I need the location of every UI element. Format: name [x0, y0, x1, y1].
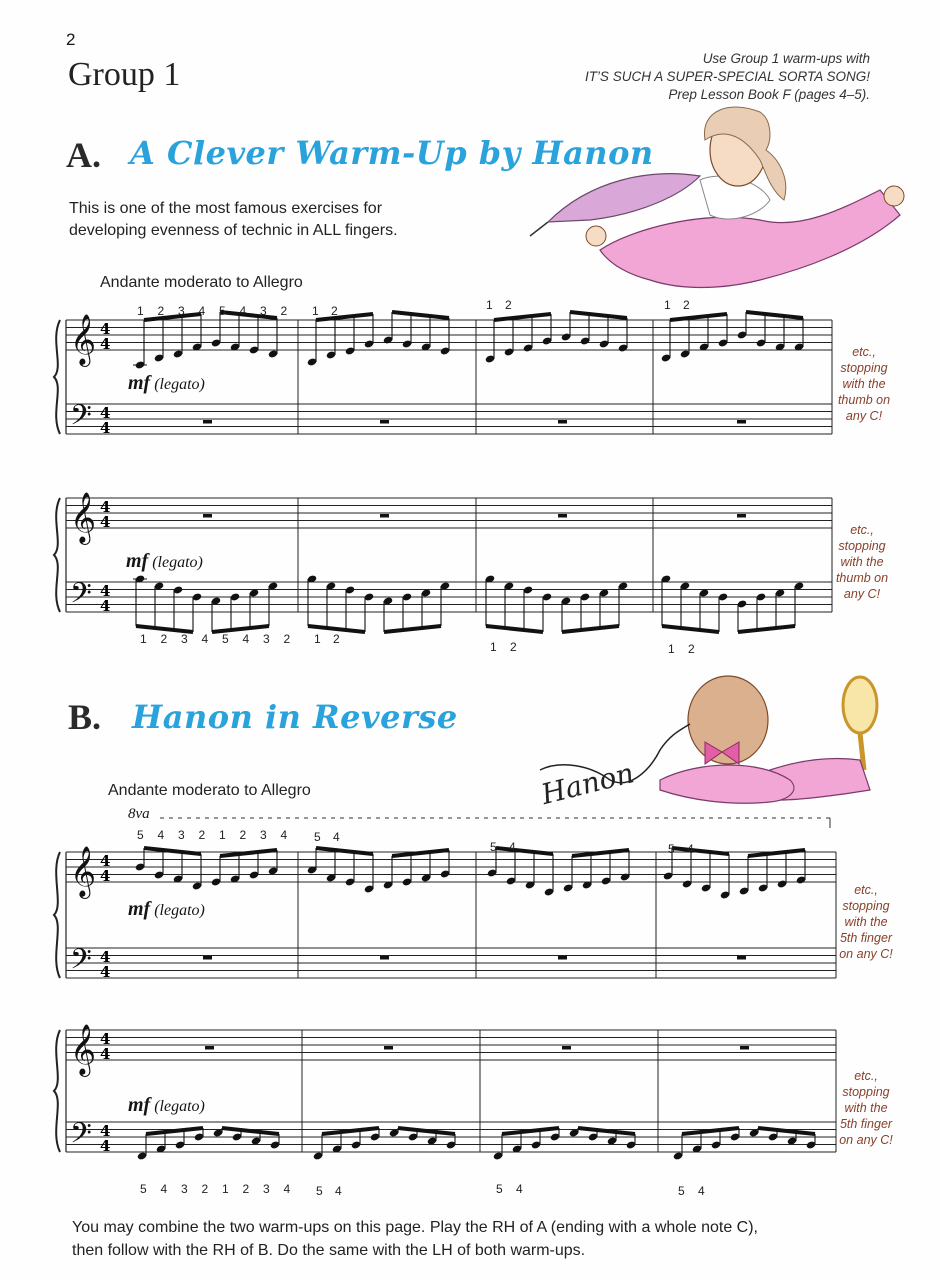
section-b-title: Hanon in Reverse [132, 698, 458, 736]
dynamic-symbol: mf [128, 372, 151, 394]
time-signature-top: 4 [100, 1122, 111, 1140]
bass-clef: 𝄢 [70, 399, 92, 439]
time-signature-top: 4 [100, 852, 111, 870]
treble-clef: 𝄞 [70, 1024, 97, 1075]
fingering-number: 1 [486, 298, 493, 312]
footer-instructions [72, 1216, 758, 1262]
fingering-number: 4 [335, 1184, 342, 1198]
fingering-number: 3 [260, 828, 267, 842]
fingering-number: 2 [201, 1182, 209, 1196]
dynamic-symbol: mf [128, 1094, 151, 1116]
etc-line: on any C! [839, 1133, 893, 1147]
intro-line-2: developing evenness of technic in ALL fingers. [69, 222, 398, 239]
fingering-number: 1 [490, 640, 497, 654]
etc-line: etc., [850, 523, 874, 537]
time-signature-bottom: 4 [100, 597, 111, 615]
beam [322, 1128, 379, 1134]
fingering-number: 1 [222, 1182, 229, 1196]
fingering-number: 5 [222, 632, 229, 646]
fingering-number: 5 [219, 304, 226, 318]
fingering-number: 4 [516, 1182, 523, 1196]
time-signature-bottom: 4 [100, 1137, 111, 1155]
beam [570, 312, 627, 318]
fingering-number: 4 [280, 828, 288, 842]
beam [316, 848, 373, 854]
fingering-number: 5 [678, 1184, 685, 1198]
fingering-number: 2 [157, 304, 165, 318]
beam [494, 314, 551, 320]
fingering-number: 1 [137, 304, 144, 318]
fingering-number: 2 [333, 632, 340, 646]
treble-clef: 𝄞 [70, 492, 97, 543]
fingering-number: 2 [505, 298, 512, 312]
fingering-number: 2 [160, 632, 168, 646]
treble-clef: 𝄞 [70, 846, 97, 897]
etc-line: with the [844, 915, 888, 929]
section-b-tempo: Andante moderato to Allegro [108, 782, 311, 799]
fingering-number: 5 [490, 840, 497, 854]
time-signature-top: 4 [100, 320, 111, 338]
fingering-number: 1 [668, 642, 675, 656]
fingering-number: 2 [280, 304, 288, 318]
beam [746, 312, 803, 318]
etc-line: thumb on [837, 393, 891, 407]
whole-rest [737, 956, 746, 960]
fingering-number: 3 [181, 632, 188, 646]
time-signature-top: 4 [100, 1030, 111, 1048]
beam [384, 626, 441, 632]
beam [502, 1128, 559, 1134]
intro-line-1: This is one of the most famous exercises for [69, 200, 383, 217]
etc-line: on any C! [839, 947, 893, 961]
whole-rest [558, 956, 567, 960]
time-signature-bottom: 4 [100, 867, 111, 885]
beam [682, 1128, 739, 1134]
time-signature-top: 4 [100, 582, 111, 600]
beam [662, 626, 719, 632]
beam [496, 848, 553, 854]
section-a-title: A Clever Warm-Up by Hanon [130, 134, 654, 172]
etc-line: etc., [854, 883, 878, 897]
etc-line: 5th finger [839, 931, 893, 945]
fingering-number: 3 [263, 632, 270, 646]
etc-line: 5th finger [839, 1117, 893, 1131]
beam [144, 314, 201, 320]
brace [54, 498, 60, 612]
time-signature-bottom: 4 [100, 419, 111, 437]
brace [54, 1030, 60, 1152]
fingering-number: 5 [137, 828, 144, 842]
section-b-letter: B. [68, 697, 102, 737]
section-a-letter: A. [66, 135, 101, 175]
whole-rest [203, 956, 212, 960]
time-signature-bottom: 4 [100, 335, 111, 353]
time-signature-top: 4 [100, 948, 111, 966]
footer-line-2: then follow with the RH of B. Do the same with the LH of both warm-ups. [72, 1242, 586, 1259]
whole-rest [380, 420, 389, 424]
fingering-number: 2 [239, 828, 247, 842]
fingering-number: 5 [668, 842, 675, 856]
whole-rest [380, 514, 389, 518]
beam [316, 314, 373, 320]
whole-rest [203, 514, 212, 518]
treble-clef: 𝄞 [70, 314, 97, 365]
fingering-number: 2 [510, 640, 517, 654]
note-line-1: Use Group 1 warm-ups with [702, 51, 870, 66]
fingering-number: 2 [198, 828, 206, 842]
beam [738, 626, 795, 632]
etc-line: stopping [838, 539, 886, 553]
etc-line: etc., [852, 345, 876, 359]
dynamic-text: (legato) [154, 376, 205, 393]
beam [212, 626, 269, 632]
etc-line: stopping [842, 1085, 890, 1099]
fingering-number: 4 [201, 632, 209, 646]
note-line-3: Prep Lesson Book F (pages 4–5). [668, 87, 870, 102]
whole-rest [203, 420, 212, 424]
footer-line-1: You may combine the two warm-ups on this page. Play the RH of A (ending with a whole note C), [72, 1219, 758, 1236]
beam [144, 848, 201, 854]
fingering-number: 4 [509, 840, 516, 854]
dynamic-text: (legato) [154, 902, 205, 919]
fingering-number: 4 [283, 1182, 291, 1196]
dynamic-text: (legato) [154, 1098, 205, 1115]
note-line-2: IT’S SUCH A SUPER-SPECIAL SORTA SONG! [584, 69, 870, 84]
beam [562, 626, 619, 632]
fingering-number: 4 [239, 304, 247, 318]
whole-rest [737, 420, 746, 424]
section-a-tempo: Andante moderato to Allegro [100, 274, 303, 291]
fingering-number: 2 [688, 642, 695, 656]
whole-rest [384, 1046, 393, 1050]
fingering-number: 5 [496, 1182, 503, 1196]
fingering-number: 1 [140, 632, 147, 646]
etc-line: thumb on [835, 571, 889, 585]
etc-line: stopping [842, 899, 890, 913]
beam [670, 314, 727, 320]
beam [392, 312, 449, 318]
whole-rest [740, 1046, 749, 1050]
fingering-number: 3 [178, 828, 185, 842]
fingering-number: 1 [314, 632, 321, 646]
fingering-number: 4 [157, 828, 165, 842]
fingering-number: 1 [664, 298, 671, 312]
whole-rest [558, 514, 567, 518]
beam [220, 850, 277, 856]
beam [146, 1128, 203, 1134]
beam [672, 848, 729, 854]
fingering-number: 2 [283, 632, 291, 646]
beam [578, 1128, 635, 1134]
fingering-number: 2 [683, 298, 690, 312]
fingering-number: 3 [178, 304, 185, 318]
time-signature-top: 4 [100, 404, 111, 422]
brace [54, 320, 60, 434]
fingering-number: 3 [181, 1182, 188, 1196]
bass-clef: 𝄢 [70, 577, 92, 617]
etc-line: any C! [845, 409, 883, 423]
bass-clef: 𝄢 [70, 943, 92, 983]
dynamic-symbol: mf [128, 898, 151, 920]
dynamic-text: (legato) [152, 554, 203, 571]
brace [54, 852, 60, 978]
etc-line: stopping [840, 361, 888, 375]
time-signature-bottom: 4 [100, 1045, 111, 1063]
etc-line: etc., [854, 1069, 878, 1083]
fingering-number: 2 [242, 1182, 250, 1196]
beam [572, 850, 629, 856]
hanon-signature: Hanon [537, 756, 638, 812]
beam [222, 1128, 279, 1134]
whole-rest [558, 420, 567, 424]
group-title: Group 1 [68, 56, 181, 93]
whole-rest [562, 1046, 571, 1050]
page-number: 2 [66, 30, 76, 49]
whole-rest [205, 1046, 214, 1050]
fingering-number: 1 [312, 304, 319, 318]
fingering-number: 4 [198, 304, 206, 318]
beam [758, 1128, 815, 1134]
fingering-number: 4 [242, 632, 250, 646]
beam [392, 850, 449, 856]
fingering-number: 5 [316, 1184, 323, 1198]
fingering-number: 4 [698, 1184, 705, 1198]
fingering-number: 4 [687, 842, 694, 856]
beam [398, 1128, 455, 1134]
etc-line: with the [844, 1101, 888, 1115]
beam [748, 850, 805, 856]
etc-line: any C! [843, 587, 881, 601]
time-signature-top: 4 [100, 498, 111, 516]
etc-line: with the [842, 377, 886, 391]
etc-line: with the [840, 555, 884, 569]
fingering-number: 3 [263, 1182, 270, 1196]
fingering-number: 2 [331, 304, 338, 318]
time-signature-bottom: 4 [100, 963, 111, 981]
fingering-number: 3 [260, 304, 267, 318]
fingering-number: 4 [160, 1182, 168, 1196]
whole-rest [737, 514, 746, 518]
bass-clef: 𝄢 [70, 1117, 92, 1157]
time-signature-bottom: 4 [100, 513, 111, 531]
fingering-number: 1 [219, 828, 226, 842]
dynamic-symbol: mf [126, 550, 149, 572]
fingering-number: 5 [314, 830, 321, 844]
whole-rest [380, 956, 389, 960]
fingering-number: 5 [140, 1182, 147, 1196]
beam [486, 626, 543, 632]
beam [220, 312, 277, 318]
ottava-mark: 8va [128, 806, 150, 822]
fingering-number: 4 [333, 830, 340, 844]
